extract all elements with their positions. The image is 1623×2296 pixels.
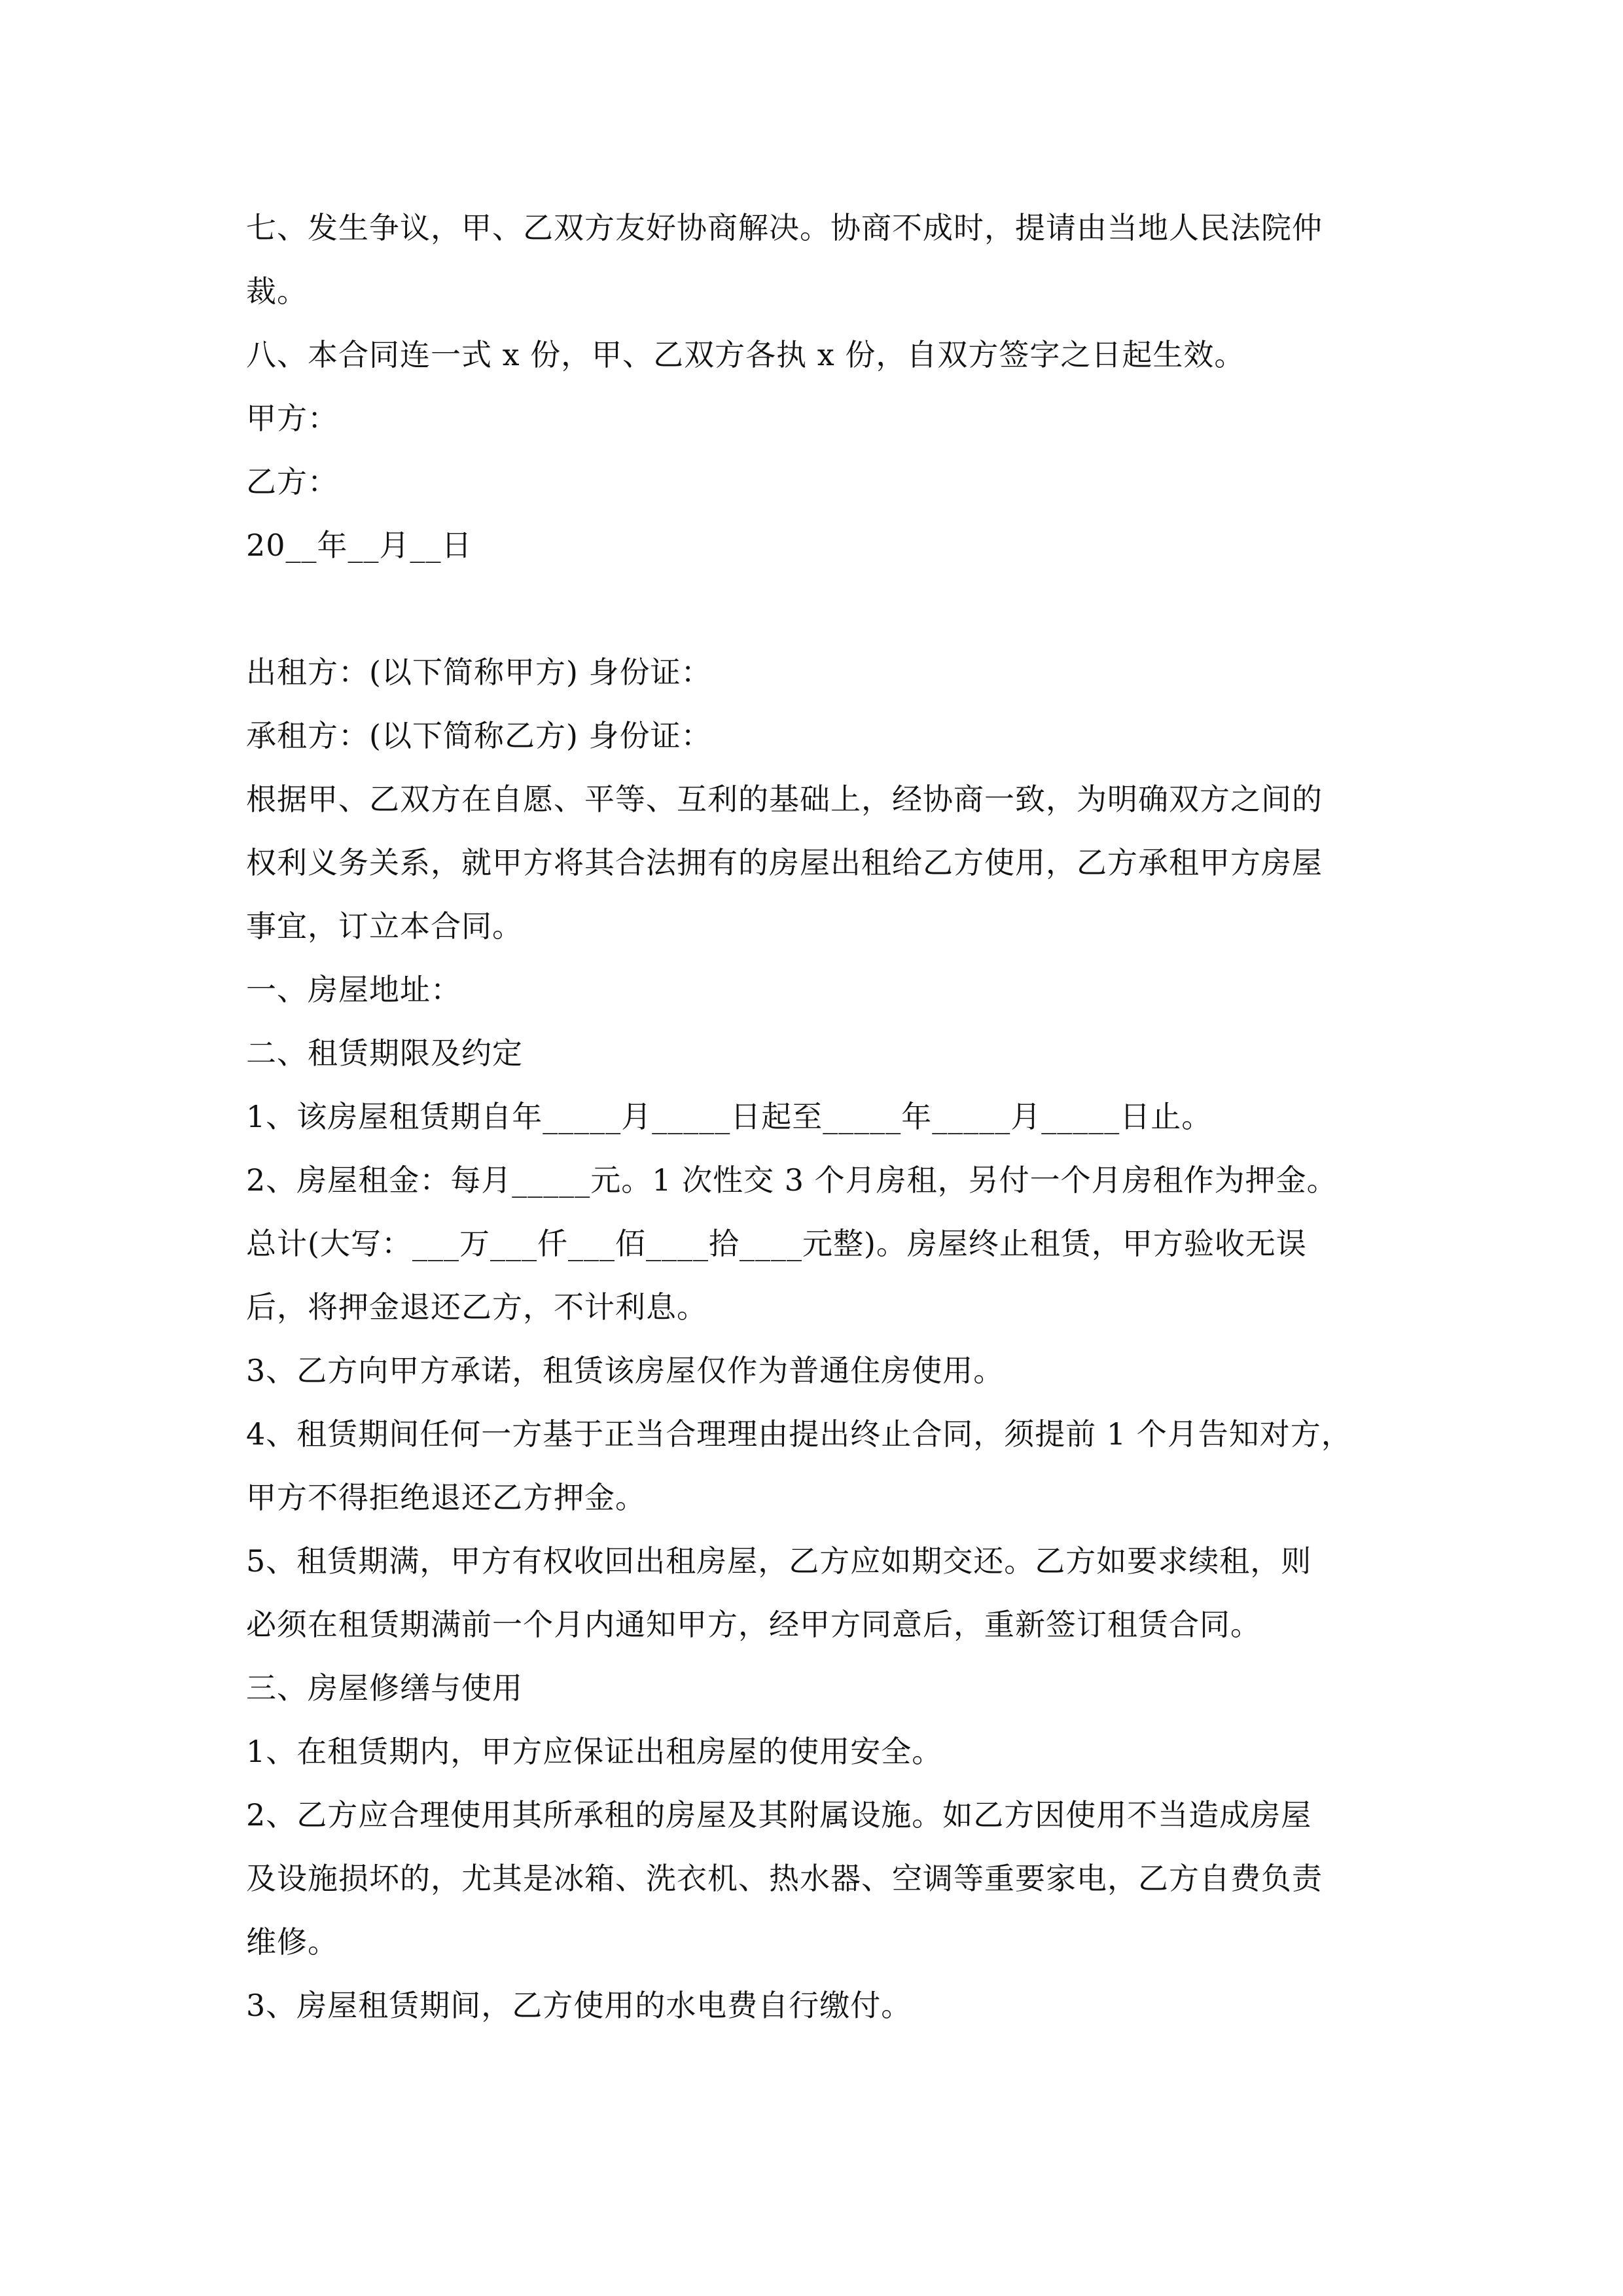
heading-house-address: 一、房屋地址： [246, 972, 461, 1007]
repair-item-3: 3、房屋租赁期间，乙方使用的水电费自行缴付。 [246, 1988, 912, 2023]
term-item-5-line-2: 必须在租赁期满前一个月内通知甲方，经甲方同意后，重新签订租赁合同。 [246, 1607, 1261, 1642]
clause-8: 八、本合同连一式 x 份，甲、乙双方各执 x 份，自双方签字之日起生效。 [246, 337, 1245, 372]
term-item-2-line-2: 总计(大写：___万___仟___佰____拾____元整)。房屋终止租赁，甲方验收无误 [246, 1226, 1307, 1261]
repair-item-2-line-3: 维修。 [246, 1924, 338, 1960]
repair-item-1: 1、在租赁期内，甲方应保证出租房屋的使用安全。 [246, 1734, 943, 1769]
term-item-2-line-3: 后，将押金退还乙方，不计利息。 [246, 1289, 707, 1325]
term-item-1: 1、该房屋租赁期自年_____月_____日起至_____年_____月_____日止。 [246, 1099, 1213, 1134]
term-item-5-line-1: 5、租赁期满，甲方有权收回出租房屋，乙方应如期交还。乙方如要求续租，则 [246, 1543, 1312, 1579]
term-item-3: 3、乙方向甲方承诺，租赁该房屋仅作为普通住房使用。 [246, 1353, 1005, 1388]
preamble-line-1: 根据甲、乙双方在自愿、平等、互利的基础上，经协商一致，为明确双方之间的 [246, 781, 1323, 817]
clause-7-line-2: 裁。 [246, 274, 308, 309]
lessee-line: 承租方：(以下简称乙方) 身份证： [246, 718, 712, 753]
section-spacer [246, 577, 1398, 641]
document-body [246, 196, 1398, 2037]
party-b-signature-label: 乙方： [246, 464, 338, 499]
heading-repair-use: 三、房屋修缮与使用 [246, 1670, 523, 1706]
term-item-4-line-2: 甲方不得拒绝退还乙方押金。 [246, 1480, 646, 1515]
term-item-2-line-1: 2、房屋租金：每月_____元。1 次性交 3 个月房租，另付一个月房租作为押金。 [246, 1162, 1338, 1198]
party-a-signature-label: 甲方： [246, 401, 338, 436]
clause-7-line-1: 七、发生争议，甲、乙双方友好协商解决。协商不成时，提请由当地人民法院仲 [246, 210, 1323, 245]
heading-lease-term: 二、租赁期限及约定 [246, 1035, 523, 1071]
repair-item-2-line-1: 2、乙方应合理使用其所承租的房屋及其附属设施。如乙方因使用不当造成房屋 [246, 1797, 1312, 1833]
preamble-line-3: 事宜，订立本合同。 [246, 908, 523, 944]
term-item-4-line-1: 4、租赁期间任何一方基于正当合理理由提出终止合同，须提前 1 个月告知对方， [246, 1416, 1352, 1452]
repair-item-2-line-2: 及设施损坏的，尤其是冰箱、洗衣机、热水器、空调等重要家电，乙方自费负责 [246, 1861, 1323, 1896]
signature-date: 20__年__月__日 [246, 528, 473, 563]
lessor-line: 出租方：(以下简称甲方) 身份证： [246, 655, 712, 690]
preamble-line-2: 权利义务关系，就甲方将其合法拥有的房屋出租给乙方使用，乙方承租甲方房屋 [246, 845, 1323, 880]
